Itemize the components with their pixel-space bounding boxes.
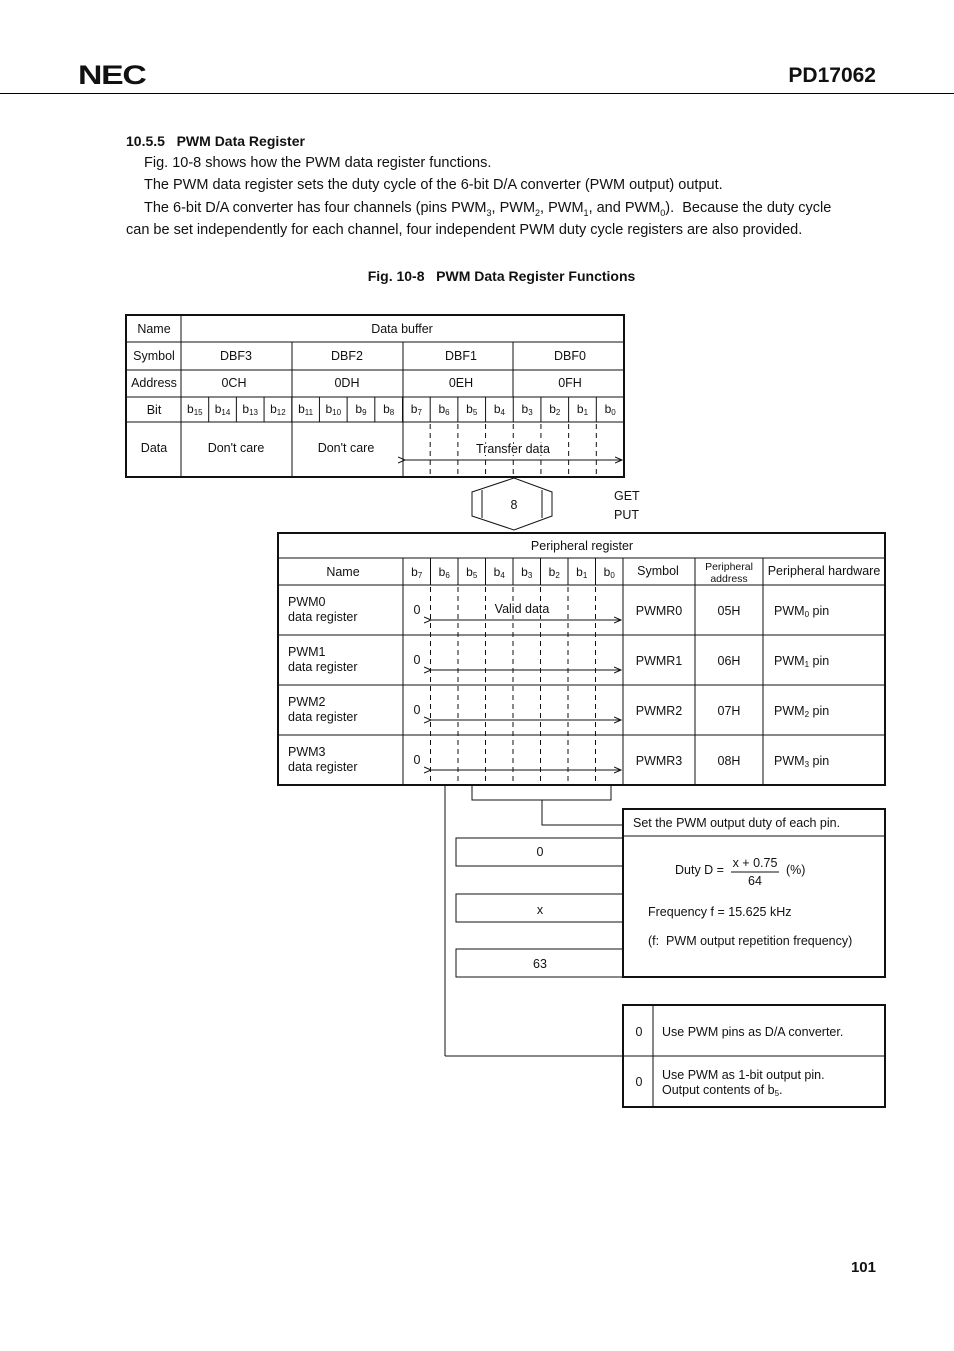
paragraph-1: Fig. 10-8 shows how the PWM data register functions. bbox=[144, 155, 492, 171]
peripheral-bit-b1: b1 bbox=[576, 565, 588, 580]
dont-care-2: Don't care bbox=[317, 441, 375, 455]
connector-lines bbox=[445, 785, 623, 1056]
peripheral-bit-b6: b6 bbox=[438, 565, 450, 580]
duty-box bbox=[623, 809, 885, 977]
header-name: Name bbox=[326, 565, 360, 579]
row-hardware: PWM0 pin bbox=[774, 604, 830, 619]
address-0ch: 0CH bbox=[221, 376, 247, 390]
paragraph-3-line-2: can be set independently for each channel, four independent PWM duty cycle registers are also provided. bbox=[126, 222, 803, 238]
row-address: 08H bbox=[717, 754, 741, 768]
row-label-symbol: Symbol bbox=[133, 349, 175, 363]
row-bit7: 0 bbox=[413, 603, 421, 617]
row-label-name: Name bbox=[137, 322, 171, 336]
row-name: PWM0 bbox=[288, 595, 326, 609]
dont-care-1: Don't care bbox=[207, 441, 265, 455]
duty-value-max: 63 bbox=[533, 957, 547, 971]
peripheral-bit-b7: b7 bbox=[411, 565, 423, 580]
duty-value-x: x bbox=[536, 903, 544, 917]
header-peripheral-address bbox=[705, 561, 753, 585]
symbol-dbf0: DBF0 bbox=[554, 349, 586, 363]
svg-text:address: address bbox=[710, 573, 748, 585]
row-symbol: PWMR2 bbox=[635, 704, 683, 718]
mode-bit-2: 0 bbox=[635, 1075, 643, 1089]
peripheral-bit-b0: b0 bbox=[603, 565, 615, 580]
bit-label-b15: b15 bbox=[187, 402, 203, 417]
figure-caption: Fig. 10-8 PWM Data Register Functions bbox=[367, 268, 636, 284]
duty-unit: (%) bbox=[786, 863, 806, 877]
row-hardware: PWM1 pin bbox=[774, 654, 830, 669]
row-name-sub: data register bbox=[288, 760, 358, 774]
bit-label-b9: b9 bbox=[355, 402, 367, 417]
row-name-sub: data register bbox=[288, 660, 358, 674]
symbol-dbf3: DBF3 bbox=[220, 349, 252, 363]
header-symbol: Symbol bbox=[637, 564, 679, 578]
address-0dh: 0DH bbox=[334, 376, 360, 390]
bit-label-b13: b13 bbox=[242, 402, 259, 417]
row-label-bit: Bit bbox=[146, 403, 162, 417]
peripheral-bit-b4: b4 bbox=[493, 565, 505, 580]
row-bit7: 0 bbox=[413, 653, 421, 667]
paragraph-2: The PWM data register sets the duty cycle of the 6-bit D/A converter (PWM output) output. bbox=[144, 177, 723, 193]
row-label-data: Data bbox=[140, 441, 168, 455]
section-heading: 10.5.5 PWM Data Register bbox=[126, 133, 305, 149]
duty-label: Duty D = bbox=[675, 863, 724, 877]
transfer-count: 8 bbox=[510, 498, 518, 512]
svg-text:Peripheral: Peripheral bbox=[705, 561, 753, 573]
page-number: 101 bbox=[850, 1259, 876, 1276]
row-name: PWM3 bbox=[288, 745, 326, 759]
peripheral-bit-b3: b3 bbox=[521, 565, 533, 580]
peripheral-register-title: Peripheral register bbox=[530, 539, 634, 553]
peripheral-bit-b5: b5 bbox=[466, 565, 478, 580]
paragraph-3: The 6-bit D/A converter has four channels (pins $PWM_3$, $PWM_2$, $PWM_1$, and $PWM_0$). Because the duty cycle bbox=[144, 200, 832, 218]
bit-label-b5: b5 bbox=[466, 402, 478, 417]
symbol-dbf2: DBF2 bbox=[331, 349, 363, 363]
bit-label-b8: b8 bbox=[383, 402, 395, 417]
valid-data-label: Valid data bbox=[494, 602, 550, 616]
row-symbol: PWMR3 bbox=[635, 754, 683, 768]
header-peripheral-hardware: Peripheral hardware bbox=[767, 564, 881, 578]
bit-label-b2: b2 bbox=[549, 402, 561, 417]
row-address: 07H bbox=[717, 704, 741, 718]
bit-label-b10: b10 bbox=[325, 402, 342, 417]
row-symbol: PWMR1 bbox=[635, 654, 683, 668]
data-buffer-label: Data buffer bbox=[371, 322, 433, 336]
row-name: PWM1 bbox=[288, 645, 326, 659]
get-label: GET bbox=[614, 489, 640, 503]
row-label-address: Address bbox=[131, 376, 177, 390]
frequency-note: (f: PWM output repetition frequency) bbox=[648, 934, 853, 948]
bit-label-b6: b6 bbox=[438, 402, 450, 417]
address-0fh: 0FH bbox=[558, 376, 582, 390]
mode-text-1: Use PWM pins as D/A converter. bbox=[662, 1025, 844, 1039]
part-number: PD17062 bbox=[788, 64, 876, 87]
row-name-sub: data register bbox=[288, 710, 358, 724]
row-hardware: PWM3 pin bbox=[774, 754, 830, 769]
row-address: 06H bbox=[717, 654, 741, 668]
row-bit7: 0 bbox=[413, 703, 421, 717]
duty-value-min: 0 bbox=[536, 845, 544, 859]
row-name: PWM2 bbox=[288, 695, 326, 709]
duty-numerator: x + 0.75 bbox=[732, 856, 778, 870]
bit-label-b7: b7 bbox=[410, 402, 422, 417]
row-address: 05H bbox=[717, 604, 741, 618]
mode-bit-1: 0 bbox=[635, 1025, 643, 1039]
nec-logo: NEC bbox=[78, 60, 146, 90]
bit-label-b1: b1 bbox=[576, 402, 589, 417]
bit-label-b14: b14 bbox=[214, 402, 231, 417]
row-name-sub: data register bbox=[288, 610, 358, 624]
bit-label-b4: b4 bbox=[493, 402, 505, 417]
put-label: PUT bbox=[614, 508, 639, 522]
mode-text-2-line-2: Output contents of b5. bbox=[662, 1083, 783, 1098]
row-bit7: 0 bbox=[413, 753, 421, 767]
bit-label-b3: b3 bbox=[521, 402, 533, 417]
symbol-dbf1: DBF1 bbox=[445, 349, 477, 363]
mode-text-2: Use PWM as 1-bit output pin. bbox=[662, 1068, 825, 1082]
address-0eh: 0EH bbox=[448, 376, 474, 390]
bit-label-b12: b12 bbox=[270, 402, 286, 417]
transfer-data-label: Transfer data bbox=[476, 442, 550, 456]
duty-box-title: Set the PWM output duty of each pin. bbox=[633, 816, 841, 830]
bit-label-b0: b0 bbox=[604, 402, 616, 417]
row-symbol: PWMR0 bbox=[635, 604, 683, 618]
peripheral-bit-b2: b2 bbox=[548, 565, 560, 580]
bit-label-b11: b11 bbox=[298, 402, 314, 417]
frequency-text: Frequency f = 15.625 kHz bbox=[648, 905, 792, 919]
duty-denominator: 64 bbox=[748, 874, 762, 888]
row-hardware: PWM2 pin bbox=[774, 704, 830, 719]
